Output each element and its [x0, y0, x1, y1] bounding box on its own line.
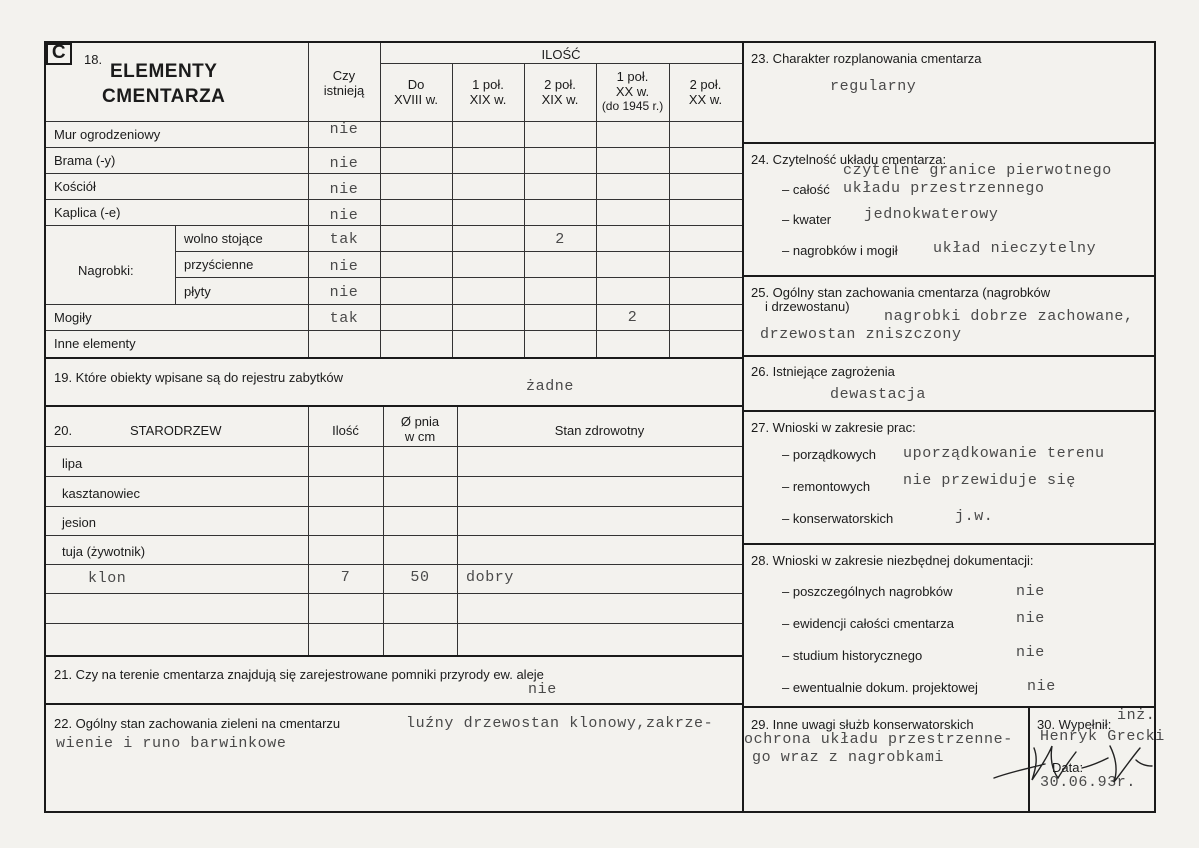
section-letter: C [51, 42, 67, 63]
section-28-item-value: nie [1016, 644, 1045, 661]
section-29-label: 29. Inne uwagi służb konserwatorskich [751, 717, 974, 732]
section-28-item-value: nie [1016, 610, 1045, 627]
section-22-label: 22. Ogólny stan zachowania zieleni na cmentarzu [54, 716, 341, 731]
section-18-number: 18. [84, 52, 103, 67]
section-24-calosc-value1: czytelne granice pierwotnego [843, 162, 1112, 179]
section-25-value-line1: nagrobki dobrze zachowane, [884, 308, 1134, 325]
period-header: 2 poł. XX w. [688, 77, 723, 107]
section-29-value-line2: go wraz z nagrobkami [752, 749, 945, 766]
row-label: Kościół [54, 179, 96, 194]
exists-value: nie [329, 121, 359, 138]
section-30-date: 30.06.93r. [1040, 774, 1137, 791]
exists-value: nie [329, 155, 359, 172]
section-28-item-label: – studium historycznego [782, 648, 923, 663]
row-label: Inne elementy [54, 336, 136, 351]
section-27-item-value: nie przewiduje się [903, 472, 1076, 489]
section-23-label: 23. Charakter rozplanowania cmentarza [751, 51, 982, 66]
section-30-name: Henryk Grecki [1040, 728, 1165, 745]
section-25-value-line2: drzewostan zniszczony [760, 326, 962, 343]
section-27-item-label: – porządkowych [782, 447, 876, 462]
section-28-item-label: – ewidencji całości cmentarza [782, 616, 954, 631]
tree-label: tuja (żywotnik) [62, 544, 146, 559]
section-24-nagrobkow-label: – nagrobków i mogił [782, 243, 898, 258]
section-25-label-line2: i drzewostanu) [765, 299, 850, 314]
exists-value: tak [329, 231, 359, 248]
tree-health-value: dobry [466, 569, 515, 586]
section-24-nagrobkow-value: układ nieczytelny [933, 240, 1097, 257]
exists-value: nie [329, 207, 359, 224]
section-22-value-line2: wienie i runo barwinkowe [56, 735, 287, 752]
section-28-item-value: nie [1016, 583, 1045, 600]
section-24-calosc-label: – całość [782, 182, 830, 197]
tree-label: lipa [62, 456, 83, 471]
section-26-label: 26. Istniejące zagrożenia [751, 364, 895, 379]
tree-diameter-value: 50 [410, 569, 430, 586]
quantity-value: 2 [627, 309, 638, 326]
row-label: Kaplica (-e) [54, 205, 121, 220]
period-header: 1 poł. XX w. (do 1945 r.) [601, 69, 664, 113]
section-27-label: 27. Wnioski w zakresie prac: [751, 420, 916, 435]
section-27-item-value: uporządkowanie terenu [903, 445, 1105, 462]
section-21-value: nie [528, 681, 557, 698]
section-24-kwater-label: – kwater [782, 212, 832, 227]
exists-value: tak [329, 310, 359, 327]
section-24-calosc-value2: układu przestrzennego [843, 180, 1045, 197]
section-25-label-line1: 25. Ogólny stan zachowania cmentarza (nagrobków [751, 285, 1051, 300]
tree-label: jesion [62, 515, 96, 530]
section-19-label: 19. Które obiekty wpisane są do rejestru zabytków [54, 370, 344, 385]
section-26-value: dewastacja [830, 386, 927, 403]
section-30-title: inż. [1117, 707, 1156, 724]
row-label: przyścienne [184, 257, 254, 272]
section-28-item-label: – poszczególnych nagrobków [782, 584, 953, 599]
section-24-label: 24. Czytelność układu cmentarza: [751, 152, 947, 167]
section-28-item-value: nie [1027, 678, 1056, 695]
period-header: 2 poł. XIX w. [541, 77, 579, 107]
exists-value: nie [329, 284, 359, 301]
section-23-value: regularny [830, 78, 917, 95]
section-27-item-value: j.w. [955, 508, 994, 525]
section-20-number: 20. [54, 423, 73, 438]
tree-typed-name: klon [88, 570, 127, 587]
tree-qty-value: 7 [340, 569, 351, 586]
col-quantity-header: ILOŚĆ [541, 47, 581, 62]
section-27-item-label: – konserwatorskich [782, 511, 894, 526]
col-diameter-header: Ø pnia w cm [400, 414, 440, 444]
col-health-header: Stan zdrowotny [554, 423, 645, 438]
exists-value: nie [329, 181, 359, 198]
row-label: Mogiły [54, 310, 92, 325]
section-21-label: 21. Czy na terenie cmentarza znajdują się zarejestrowane pomniki przyrody ew. aleje [54, 667, 544, 682]
section-19-value: żadne [526, 378, 575, 395]
section-22-value-line1: luźny drzewostan klonowy,zakrze- [406, 715, 714, 732]
nagrobki-label: Nagrobki: [78, 263, 134, 278]
signature-icon [990, 738, 1160, 788]
period-header: 1 poł. XIX w. [469, 77, 507, 107]
row-label: Mur ogrodzeniowy [54, 127, 161, 142]
row-label: płyty [184, 284, 211, 299]
col-qty-header: Ilość [332, 423, 359, 438]
section-29-value-line1: ochrona układu przestrzenne- [744, 731, 1013, 748]
section-18-title-line2: CMENTARZA [102, 86, 226, 107]
quantity-value: 2 [555, 231, 565, 248]
exists-value: nie [329, 258, 359, 275]
period-header: Do XVIII w. [393, 77, 439, 107]
section-30-label: 30. Wypełnił: [1037, 717, 1112, 732]
row-label: wolno stojące [184, 231, 263, 246]
section-18-title-line1: ELEMENTY [110, 61, 218, 82]
section-28-label: 28. Wnioski w zakresie niezbędnej dokumentacji: [751, 553, 1034, 568]
section-30-date-label: Data: [1052, 760, 1084, 775]
section-27-item-label: – remontowych [782, 479, 871, 494]
tree-label: kasztanowiec [62, 486, 141, 501]
section-24-kwater-value: jednokwaterowy [864, 206, 999, 223]
col-exists-header: Czy istnieją [323, 68, 365, 98]
section-28-item-label: – ewentualnie dokum. projektowej [782, 680, 978, 695]
section-20-title: STARODRZEW [130, 423, 222, 438]
row-label: Brama (-y) [54, 153, 116, 168]
